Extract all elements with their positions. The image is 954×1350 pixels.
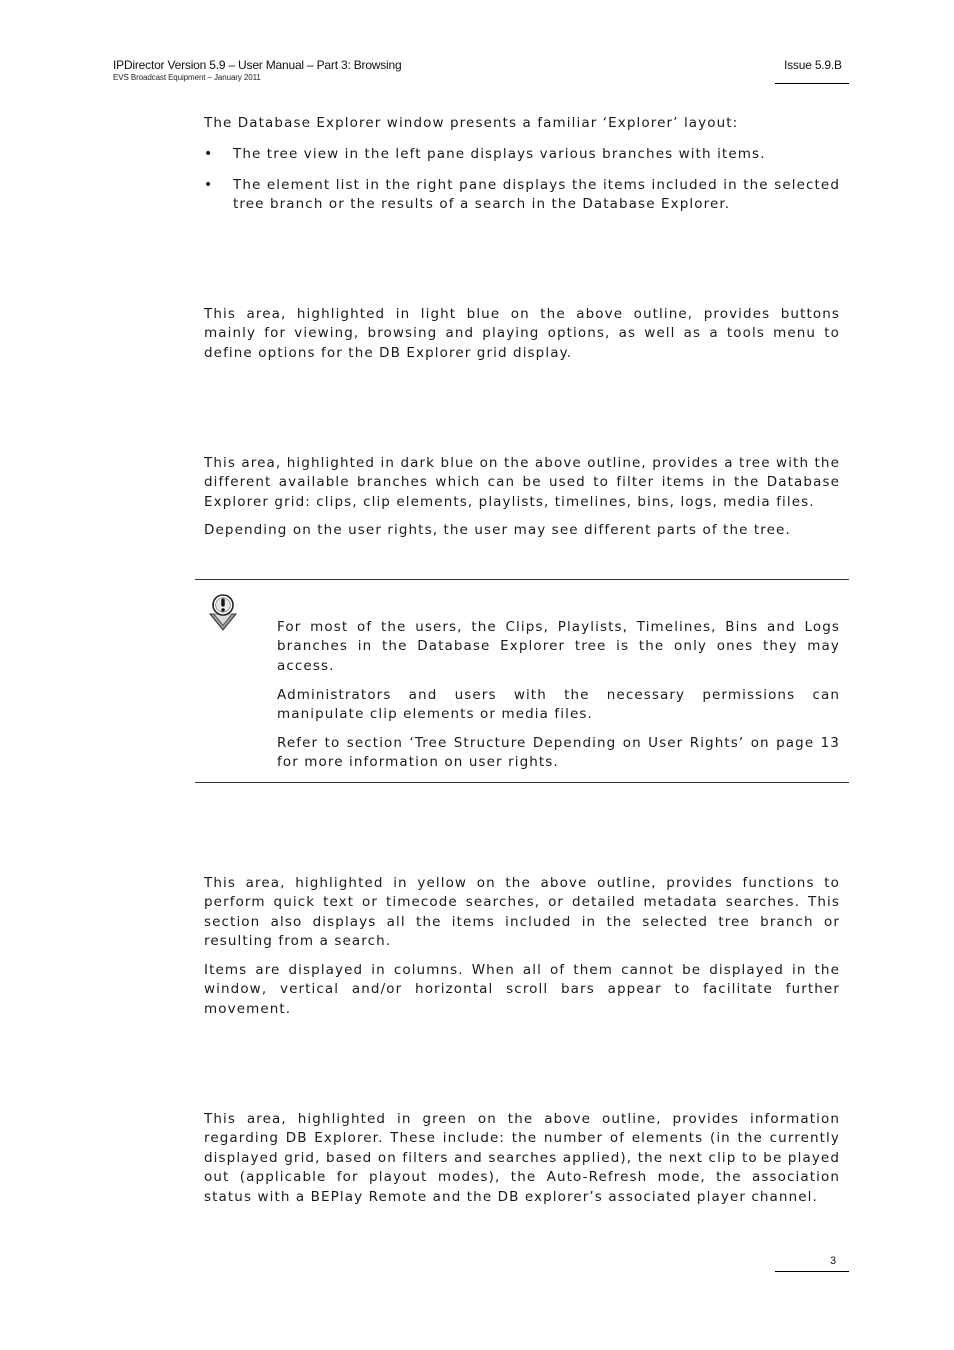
status-area-paragraph: This area, highlighted in green on the above outline, provides information regarding DB Explorer. These include: the number of elements (in the currently displayed grid, based on filters and searches applied), the next clip to be played out (applicable for playout modes), the Auto-Refresh mode, the association status with a BEPlay Remote and the DB explorer’s associated player channel. [204, 1111, 840, 1205]
bullet-text: The element list in the right pane displays the items included in the selected tree branch or the results of a search in the Database Explorer. [233, 177, 840, 213]
toolbar-area-paragraph: This area, highlighted in light blue on the above outline, provides buttons mainly for viewing, browsing and playing options, as well as a tools menu to define options for the DB Explorer grid display. [204, 306, 840, 361]
note-paragraph: For most of the users, the Clips, Playlists, Timelines, Bins and Logs branches in the Database Explorer tree is the only ones they may access. [277, 619, 840, 674]
publisher-date: EVS Broadcast Equipment – January 2011 [113, 73, 261, 82]
issue-number: Issue 5.9.B [784, 58, 842, 72]
note-warning-icon [206, 592, 240, 632]
tree-rights-paragraph: Depending on the user rights, the user may see different parts of the tree. [204, 522, 791, 538]
note-paragraph: Administrators and users with the necessary permissions can manipulate clip elements or media files. [277, 687, 840, 723]
bullet-icon: • [204, 146, 214, 162]
manual-title: IPDirector Version 5.9 – User Manual – Part 3: Browsing [113, 58, 402, 72]
page-number: 3 [830, 1255, 837, 1267]
bullet-icon: • [204, 177, 214, 193]
bullet-text: The tree view in the left pane displays various branches with items. [233, 146, 766, 162]
tree-area-paragraph: This area, highlighted in dark blue on the above outline, provides a tree with the different available branches which can be used to filter items in the Database Explorer grid: clips, clip elements, playlists, timelines, bins, logs, media files. [204, 455, 840, 510]
grid-columns-paragraph: Items are displayed in columns. When all of them cannot be displayed in the window, vertical and/or horizontal scroll bars appear to facilitate further movement. [204, 962, 840, 1017]
note-paragraph: Refer to section ‘Tree Structure Depending on User Rights’ on page 13 for more information on user rights. [277, 735, 840, 771]
note-bottom-rule [195, 782, 849, 783]
grid-area-paragraph: This area, highlighted in yellow on the above outline, provides functions to perform quick text or timecode searches, or detailed metadata searches. This section also displays all the items included in the selected tree branch or resulting from a search. [204, 875, 840, 950]
intro-paragraph: The Database Explorer window presents a familiar ‘Explorer’ layout: [204, 115, 739, 131]
footer-rule [775, 1271, 849, 1272]
note-top-rule [195, 579, 849, 580]
header-rule [775, 83, 849, 84]
